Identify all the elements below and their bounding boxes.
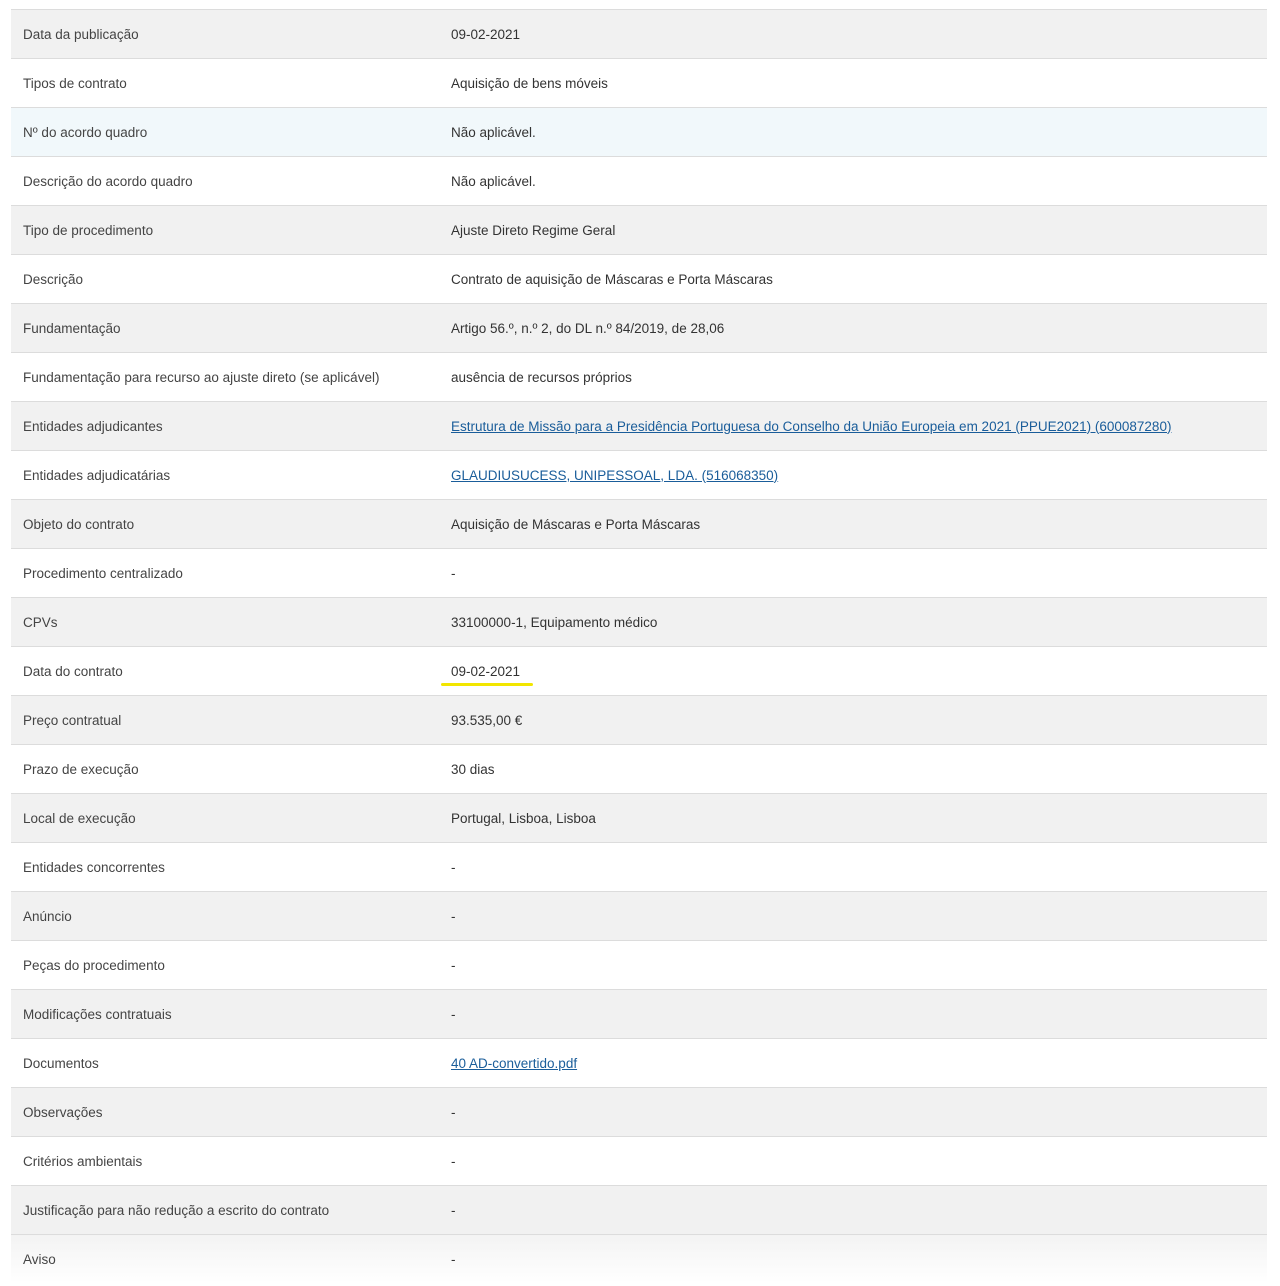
row-value: 30 dias: [451, 761, 495, 777]
row-value: Contrato de aquisição de Máscaras e Porta Máscaras: [451, 271, 773, 287]
row-value: 33100000-1, Equipamento médico: [451, 614, 658, 630]
row-justificacao-nao-reducao: [11, 1186, 1267, 1235]
row-value: Aquisição de bens móveis: [451, 75, 608, 91]
documento-link[interactable]: 40 AD-convertido.pdf: [451, 1055, 578, 1071]
row-label: Prazo de execução: [23, 761, 139, 777]
row-label: Nº do acordo quadro: [23, 124, 148, 140]
row-value: [451, 419, 1171, 434]
row-data-contrato: [11, 647, 1267, 696]
row-label: Critérios ambientais: [23, 1153, 143, 1169]
row-label: Anúncio: [23, 908, 72, 924]
row-label: Modificações contratuais: [23, 1006, 172, 1022]
row-value: [451, 468, 778, 483]
row-label: Local de execução: [23, 810, 136, 826]
row-label: Observações: [23, 1104, 103, 1120]
row-aviso: [11, 1235, 1267, 1283]
row-value: -: [451, 1006, 456, 1022]
row-label: Entidades concorrentes: [23, 859, 165, 875]
row-value: 09-02-2021: [451, 26, 521, 42]
row-value: [451, 1056, 577, 1071]
row-objeto-contrato: [11, 500, 1267, 549]
row-documentos: [11, 1039, 1267, 1088]
contract-details-table: [11, 9, 1267, 1283]
row-fundamentacao-ajuste-direto: [11, 353, 1267, 402]
row-observacoes: [11, 1088, 1267, 1137]
row-fundamentacao: [11, 304, 1267, 353]
row-pecas-procedimento: [11, 941, 1267, 990]
row-label: Data do contrato: [23, 663, 123, 679]
row-label: Tipo de procedimento: [23, 222, 154, 238]
row-descricao: [11, 255, 1267, 304]
row-label: Descrição: [23, 271, 84, 287]
row-value: -: [451, 565, 456, 581]
row-anuncio: [11, 892, 1267, 941]
row-value: Portugal, Lisboa, Lisboa: [451, 810, 596, 826]
row-value: 09-02-2021: [451, 663, 521, 679]
row-value: -: [451, 1202, 456, 1218]
highlight-underline: [441, 683, 533, 686]
row-value: ausência de recursos próprios: [451, 369, 632, 385]
row-data-publicacao: [11, 9, 1267, 59]
row-label: Fundamentação: [23, 320, 121, 336]
row-value: -: [451, 1104, 456, 1120]
entidade-adjudicante-link[interactable]: Estrutura de Missão para a Presidência Portuguesa do Conselho da União Europeia em 2021 (PPUE2021) (600087280): [451, 418, 1172, 434]
row-tipos-contrato: [11, 59, 1267, 108]
row-entidades-adjudicatarias: [11, 451, 1267, 500]
row-criterios-ambientais: [11, 1137, 1267, 1186]
row-label: Preço contratual: [23, 712, 122, 728]
row-label: Aviso: [23, 1251, 56, 1267]
row-label: Fundamentação para recurso ao ajuste direto (se aplicável): [23, 369, 380, 385]
row-tipo-procedimento: [11, 206, 1267, 255]
row-label: Documentos: [23, 1055, 99, 1071]
row-label: Entidades adjudicatárias: [23, 467, 171, 483]
row-label: Tipos de contrato: [23, 75, 127, 91]
row-value: -: [451, 908, 456, 924]
row-entidades-adjudicantes: [11, 402, 1267, 451]
row-entidades-concorrentes: [11, 843, 1267, 892]
row-label: Descrição do acordo quadro: [23, 173, 193, 189]
entidade-adjudicataria-link[interactable]: GLAUDIUSUCESS, UNIPESSOAL, LDA. (516068350): [451, 467, 779, 483]
row-value: Aquisição de Máscaras e Porta Máscaras: [451, 516, 701, 532]
row-local-execucao: [11, 794, 1267, 843]
row-label: Justificação para não redução a escrito do contrato: [23, 1202, 330, 1218]
row-value: -: [451, 1251, 456, 1267]
row-label: Objeto do contrato: [23, 516, 135, 532]
row-descricao-acordo-quadro: [11, 157, 1267, 206]
row-label: Entidades adjudicantes: [23, 418, 163, 434]
row-prazo-execucao: [11, 745, 1267, 794]
row-procedimento-centralizado: [11, 549, 1267, 598]
row-value: -: [451, 957, 456, 973]
row-cpvs: [11, 598, 1267, 647]
row-modificacoes-contratuais: [11, 990, 1267, 1039]
row-value: Artigo 56.º, n.º 2, do DL n.º 84/2019, de 28,06: [451, 320, 725, 336]
row-value: Não aplicável.: [451, 124, 536, 140]
row-value: -: [451, 859, 456, 875]
row-value: -: [451, 1153, 456, 1169]
row-value: 93.535,00 €: [451, 712, 523, 728]
row-acordo-quadro: [11, 108, 1267, 157]
row-value: Não aplicável.: [451, 173, 536, 189]
row-label: Procedimento centralizado: [23, 565, 183, 581]
row-value: Ajuste Direto Regime Geral: [451, 222, 616, 238]
row-preco-contratual: [11, 696, 1267, 745]
row-label: Data da publicação: [23, 26, 139, 42]
row-label: CPVs: [23, 614, 58, 630]
row-label: Peças do procedimento: [23, 957, 165, 973]
